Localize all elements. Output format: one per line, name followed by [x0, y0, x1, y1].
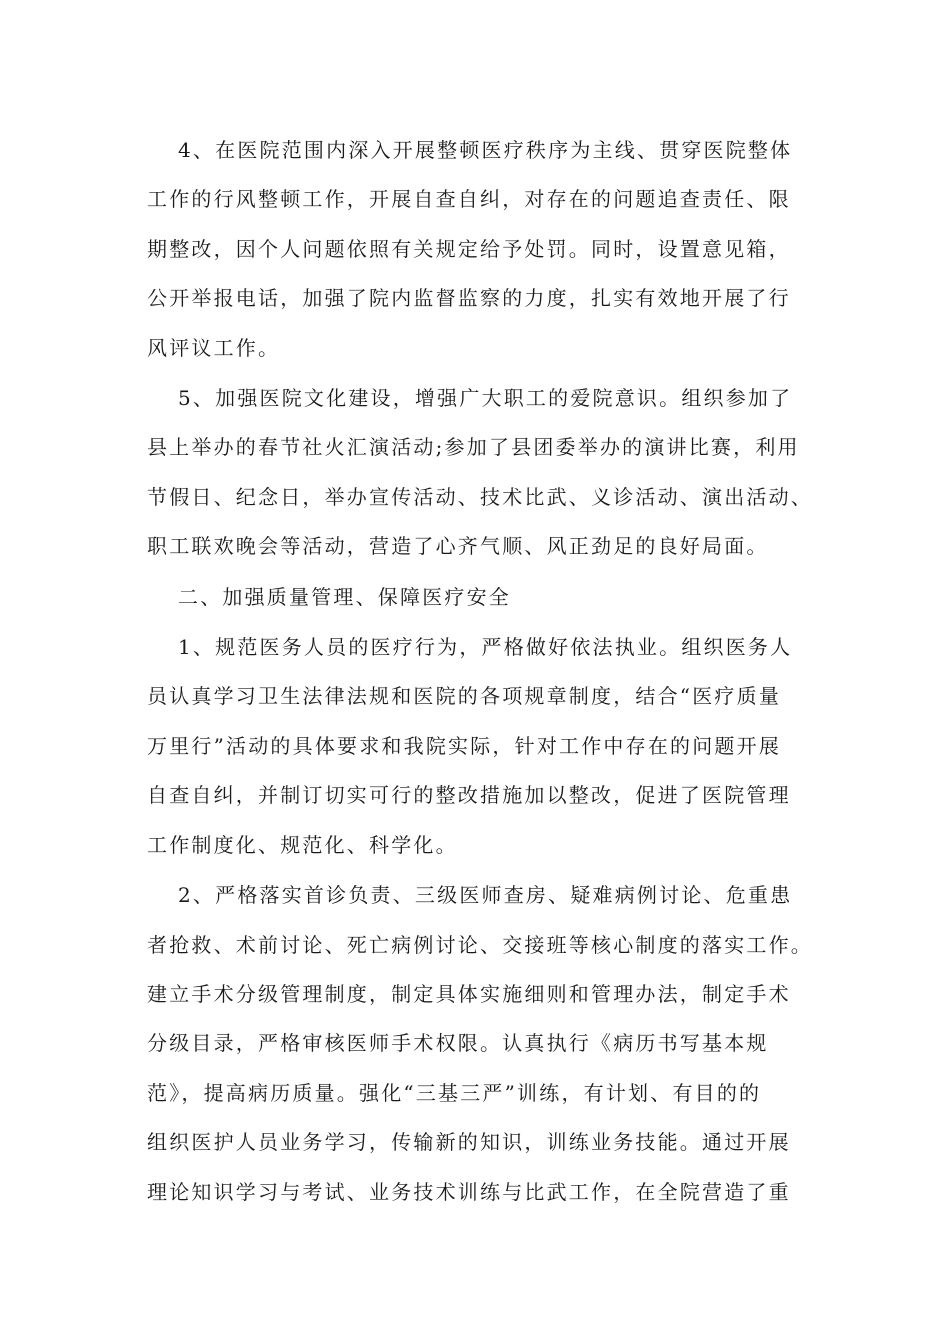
text-line: 理论知识学习与考试、业务技术训练与比武工作，在全院营造了重 [147, 1179, 791, 1204]
text-line: 工作制度化、规范化、科学化。 [147, 832, 458, 857]
text-line: 县上举办的春节社火汇演活动;参加了县团委举办的演讲比赛，利用 [147, 435, 800, 460]
text-line: 公开举报电话，加强了院内监督监察的力度，扎实有效地开展了行 [147, 286, 791, 311]
paragraph-section2-item-2 [147, 871, 815, 1217]
text-line: 组织医护人员业务学习，传输新的知识，训练业务技能。通过开展 [147, 1130, 791, 1155]
text-line: 2、严格落实首诊负责、三级医师查房、疑难病例讨论、危重患 [178, 883, 793, 908]
text-line: 风评议工作。 [147, 335, 281, 360]
text-line: 万里行”活动的具体要求和我院实际，针对工作中存在的问题开展 [147, 733, 782, 758]
text-line: 员认真学习卫生法律法规和医院的各项规章制度，结合“医疗质量 [147, 684, 782, 709]
text-line: 分级目录，严格审核医师手术权限。认真执行《病历书写基本规 [147, 1031, 769, 1056]
text-line: 工作的行风整顿工作，开展自查自纠，对存在的问题追查责任、限 [147, 187, 791, 212]
paragraph-item-5 [147, 374, 815, 572]
paragraph-item-4 [147, 126, 815, 373]
paragraph-section2-item-1 [147, 623, 815, 870]
text-line: 自查自纠，并制订切实可行的整改措施加以整改，促进了医院管理 [147, 783, 791, 808]
document-body [147, 126, 815, 1218]
text-line: 者抢救、术前讨论、死亡病例讨论、交接班等核心制度的落实工作。 [147, 932, 813, 957]
text-line: 范》，提高病历质量。强化“三基三严”训练，有计划、有目的的 [147, 1080, 762, 1105]
text-line: 节假日、纪念日，举办宣传活动、技术比武、义诊活动、演出活动、 [147, 484, 813, 509]
section-heading-text: 二、加强质量管理、保障医疗安全 [178, 584, 511, 609]
text-line: 建立手术分级管理制度，制定具体实施细则和管理办法，制定手术 [147, 981, 791, 1006]
text-line: 期整改，因个人问题依照有关规定给予处罚。同时，设置意见箱， [147, 236, 791, 261]
text-line: 职工联欢晚会等活动，营造了心齐气顺、风正劲足的良好局面。 [147, 534, 769, 559]
section-heading [147, 573, 815, 622]
text-line: 4、在医院范围内深入开展整顿医疗秩序为主线、贯穿医院整体 [178, 138, 793, 162]
text-line: 1、规范医务人员的医疗行为，严格做好依法执业。组织医务人 [178, 635, 793, 660]
text-line: 5、加强医院文化建设，增强广大职工的爱院意识。组织参加了 [178, 386, 793, 411]
